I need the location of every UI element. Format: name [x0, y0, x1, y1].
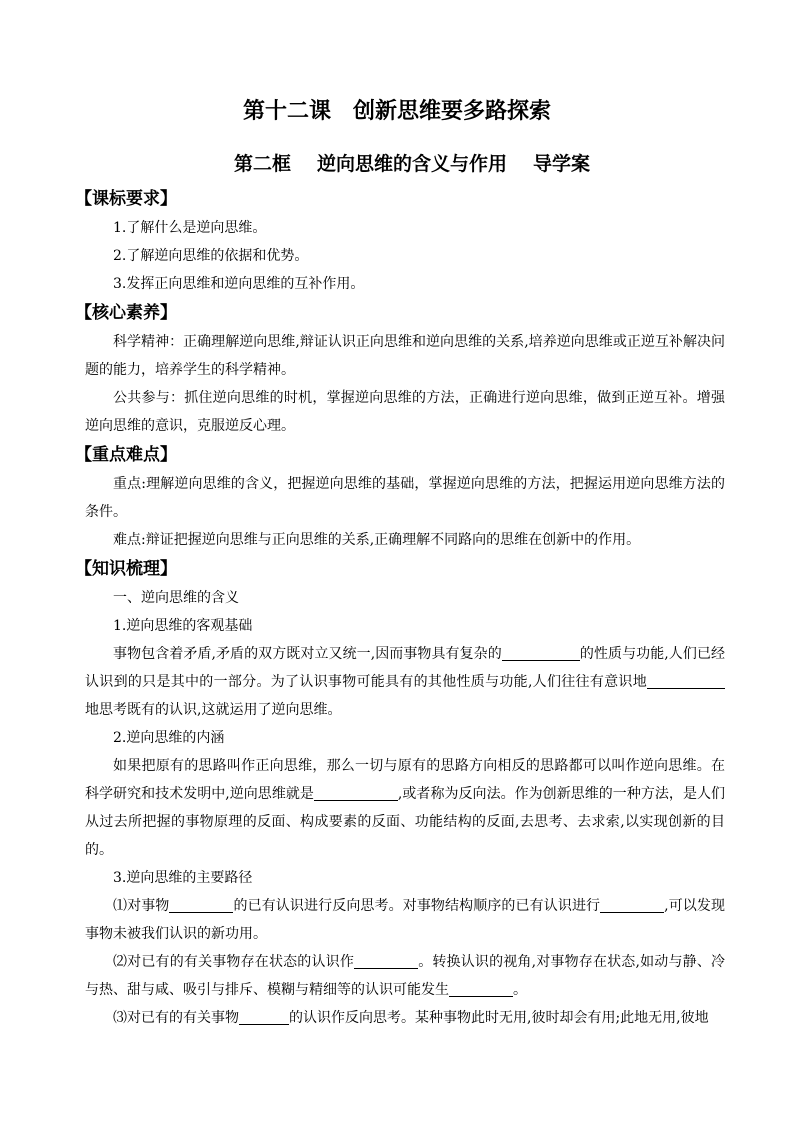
- knowledge-subheading-1-1: 1.逆向思维的客观基础: [113, 618, 253, 634]
- standard-item-1: 1.了解什么是逆向思维。: [113, 220, 267, 236]
- standard-item-2: 2.了解逆向思维的依据和优势。: [113, 248, 309, 264]
- knowledge-paragraph-4: [85, 948, 725, 1004]
- key-paragraph-1: 重点:理解逆向思维的含义，把握逆向思维的基础，掌握逆向思维的方法，把握运用逆向思维方法的条件。: [85, 476, 725, 520]
- text: ⑶对已有的有关事物: [113, 1010, 239, 1026]
- literacy-paragraph-1: 科学精神：正确理解逆向思维,辩证认识正向思维和逆向思维的关系,培养逆向思维或正逆互补解决问题的能力，培养学生的科学精神。: [85, 334, 725, 378]
- fill-blank[interactable]: [314, 784, 398, 801]
- subtitle-part3: 导学案: [533, 153, 591, 175]
- text: 。: [513, 982, 527, 998]
- fill-blank[interactable]: [354, 952, 418, 969]
- section-heading-knowledge: 【知识梳理】: [75, 559, 177, 579]
- knowledge-paragraph-3: [85, 892, 725, 948]
- page-title: 第十二课 创新思维要多路探索: [242, 98, 551, 124]
- key-paragraph-2: 难点:辩证把握逆向思维与正向思维的关系,正确理解不同路向的思维在创新中的作用。: [113, 532, 641, 548]
- standard-item-3: 3.发挥正向思维和逆向思维的互补作用。: [113, 276, 365, 292]
- text: 的性质与功能,人们已经认识到的只是其中的一部分。为了认识事物可能具有的其他性质与功能,人们往往有意识地: [85, 646, 726, 690]
- section-heading-key: 【重点难点】: [75, 445, 177, 465]
- knowledge-subheading-1-2: 2.逆向思维的内涵: [113, 730, 225, 746]
- text: ⑵对已有的有关事物存在状态的认识作: [113, 954, 355, 970]
- text: ⑴对事物: [113, 898, 170, 914]
- document-body: [75, 184, 726, 1032]
- text: 的认识作反向思考。某种事物此时无用,彼时却会有用;此地无用,彼地: [289, 1010, 709, 1026]
- text: 地思考既有的认识,这就运用了逆向思维。: [85, 702, 342, 718]
- knowledge-paragraph-2: [85, 752, 725, 864]
- fill-blank[interactable]: [600, 896, 664, 913]
- knowledge-paragraph-5: [85, 1004, 725, 1032]
- text: ,可以发现事物未被我们认识的新功用。: [85, 898, 726, 942]
- subtitle-part1: 第二框: [233, 153, 291, 175]
- literacy-paragraph-2: 公共参与：抓住逆向思维的时机，掌握逆向思维的方法，正确进行逆向思维，做到正逆互补。增强逆向思维的意识，克服逆反心理。: [85, 390, 725, 434]
- text: 。转换认识的视角,对事物存在状态,如动与静、冷与热、甜与咸、吸引与排斥、模糊与精细等的认识可能发生: [85, 954, 725, 998]
- fill-blank[interactable]: [502, 644, 580, 661]
- knowledge-paragraph-1: [85, 640, 725, 724]
- page-subtitle: [30, 149, 794, 176]
- fill-blank[interactable]: [169, 896, 233, 913]
- text: 事物包含着矛盾,矛盾的双方既对立又统一,因而事物具有复杂的: [113, 646, 502, 662]
- knowledge-subheading-1-3: 3.逆向思维的主要路径: [113, 870, 253, 886]
- fill-blank[interactable]: [449, 980, 513, 997]
- fill-blank[interactable]: [239, 1008, 289, 1025]
- text: 的已有认识进行反向思考。对事物结构顺序的已有认识进行: [233, 898, 601, 914]
- section-heading-literacy: 【核心素养】: [75, 303, 177, 323]
- text: 如果把原有的思路叫作正向思维，那么一切与原有的思路方向相反的思路都可以叫作逆向思维。在科学研究和技术发明中,逆向思维就是: [85, 758, 725, 802]
- subtitle-part2: 逆向思维的含义与作用: [316, 153, 507, 175]
- text: ,或者称为反向法。作为创新思维的一种方法，是人们从过去所把握的事物原理的反面、构成要素的反面、功能结构的反面,去思考、去求索,以实现创新的目的。: [85, 786, 725, 858]
- section-heading-standard: 【课标要求】: [75, 189, 177, 209]
- fill-blank[interactable]: [647, 672, 725, 689]
- knowledge-subheading-1: 一、逆向思维的含义: [113, 590, 239, 606]
